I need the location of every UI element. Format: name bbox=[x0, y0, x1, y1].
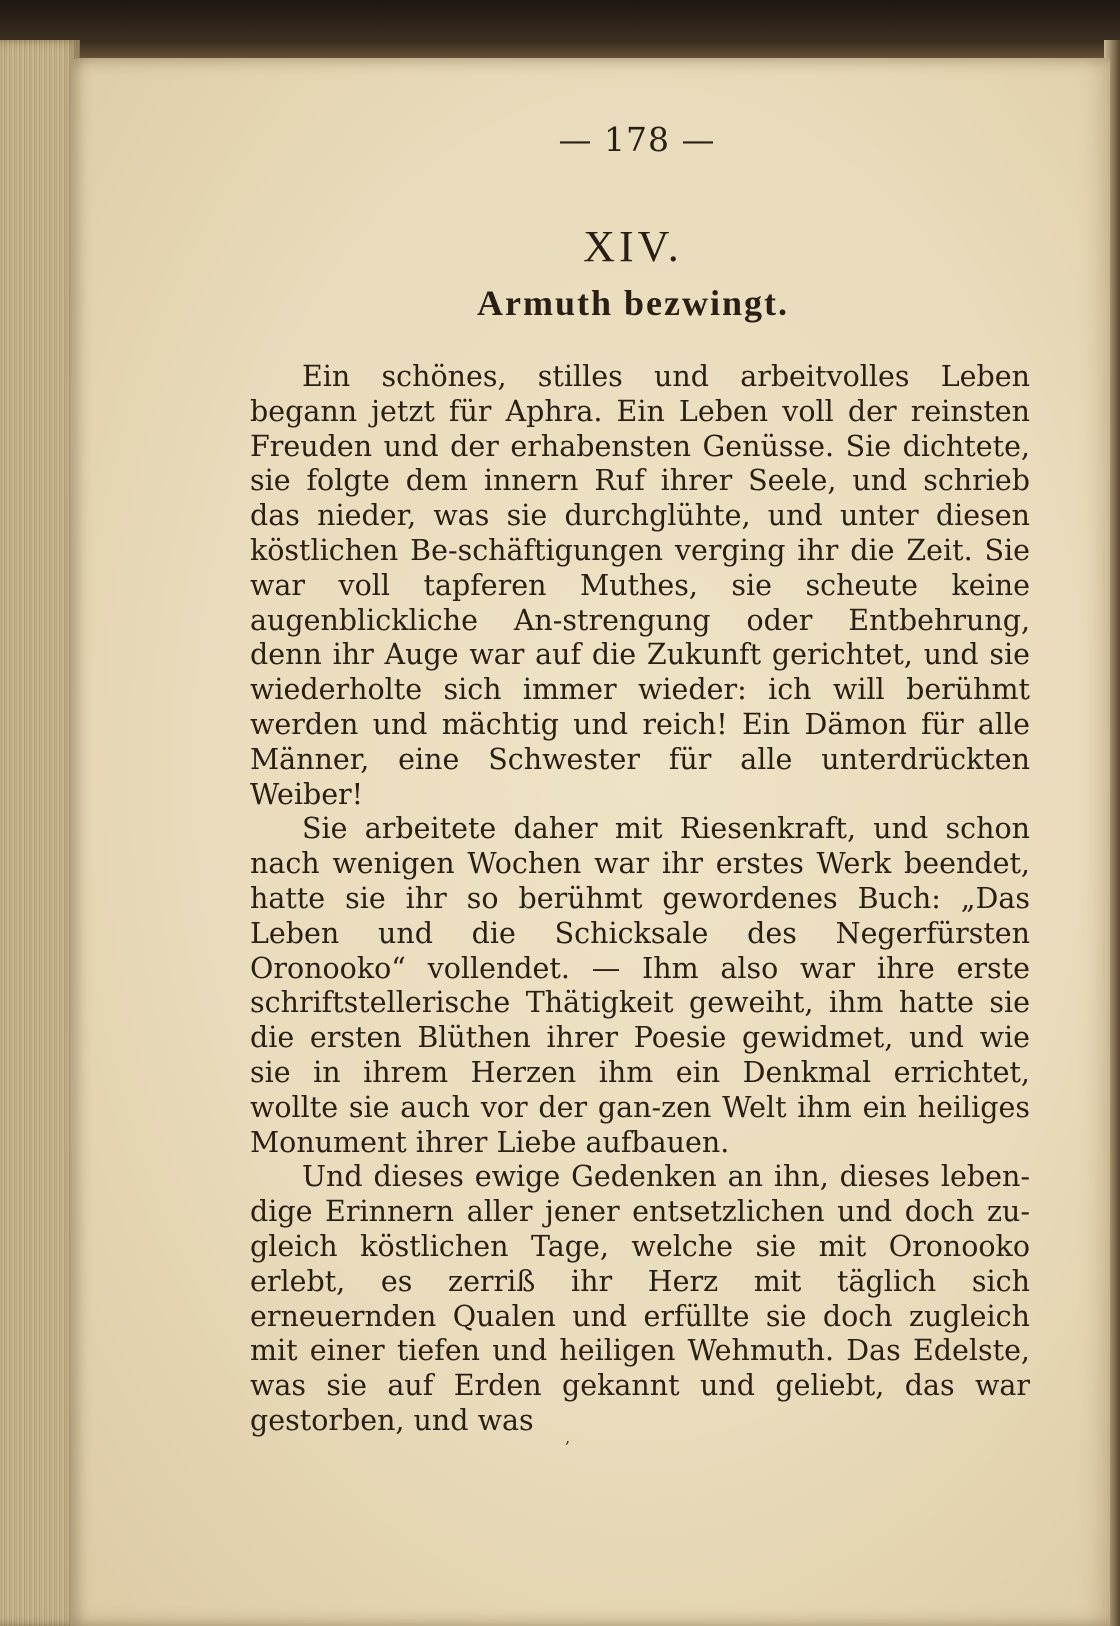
paragraph-2: Sie arbeitete daher mit Riesenkraft, und schon nach wenigen Wochen war ihr erstes Werk beendet, hatte sie ihr so berühmt gewordenes Buch: „Das Leben und die Schicksale des Negerfürsten Oronooko“ vollendet. — Ihm also war ihre erste schriftstellerische Thätigkeit geweiht, ihm hatte sie die ersten Blüthen ihrer Poesie gewidmet, und wie sie in ihrem Herzen ihm ein Denkmal errichtet, wollte sie auch vor der gan-zen Welt ihm ein heiliges Monument ihrer Liebe aufbauen. bbox=[250, 812, 1030, 1159]
chapter-title: Armuth bezwingt. bbox=[477, 283, 789, 323]
paragraph-3: Und dieses ewige Gedenken an ihn, dieses leben-dige Erinnern aller jener entsetzlichen und doch zu-gleich köstlichen Tage, welche sie mit Oronooko erlebt, es zerriß ihr Herz mit täglich sich erneuernden Qualen und erfüllte sie doch zugleich mit einer tiefen und heiligen Wehmuth. Das Edelste, was sie auf Erden gekannt und geliebt, das war gestorben, und was bbox=[250, 1160, 1030, 1437]
book-cover-top bbox=[0, 0, 1120, 60]
page-number: — 178 — bbox=[558, 120, 716, 159]
paragraph-1: Ein schönes, stilles und arbeitvolles Leben begann jetzt für Aphra. Ein Leben voll der reinsten Freuden und der erhabensten Genüsse. Sie dichtete, sie folgte dem innern Ruf ihrer Seele, und schrieb das nieder, was sie durchglühte, und unter diesen köstlichen Be-schäftigungen verging ihr die Zeit. Sie war voll tapferen Muthes, sie scheute keine augenblickliche An-strengung oder Entbehrung, denn ihr Auge war auf die Zukunft gerichtet, und sie wiederholte sich immer wieder: ich will berühmt werden und mächtig und reich! Ein Dämon für alle Männer, eine Schwester für alle unterdrückten Weiber! bbox=[250, 360, 1030, 811]
signature-mark: ‚ bbox=[565, 1428, 571, 1447]
chapter-number: XIV. bbox=[583, 222, 683, 271]
page-text-block bbox=[250, 120, 1030, 1439]
page-edges bbox=[0, 40, 80, 1626]
